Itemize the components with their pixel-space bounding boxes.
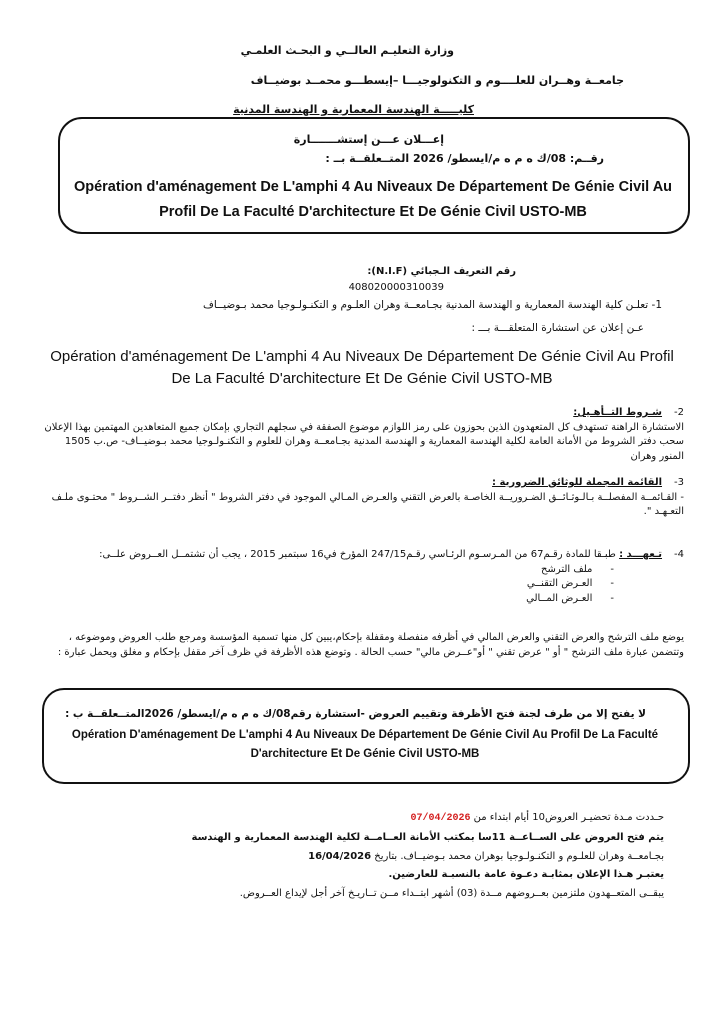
opening-date: 16/04/2026 — [308, 851, 372, 862]
list-item: -العـرض المــالي — [526, 592, 614, 604]
footer-line3 — [64, 849, 664, 865]
section3-title: القائمة المجملة للوثائق الضرورية : — [492, 477, 663, 488]
section4-intro: طبـقا للمادة رقـم67 من المـرسـوم الرئـاسي رقـم247/15 المؤرخ في16 سبتمبر 2015 ، يجب أن تشتمــل العــروض علــى: — [99, 549, 616, 560]
section3-body: - القـائمــة المفصلــة بـالـوثـائــق الضـروريــة الخاصـة بالعرض التقني والعـرض المـالي الموجود في دفتر الشروط " أنظر دفتــر الشــروط " محتـوى ملـف التعـهـد ". — [51, 491, 684, 517]
faculty-heading: كليـــــة الهندسة المعمارية و الهندسة المدنية — [233, 103, 474, 116]
ministry-heading: وزارة التعليـم العالــي و البحـث العلمـي — [240, 44, 454, 57]
section1-text2: عـن إعلان عن استشارة المتعلقـــة بـــ : — [471, 322, 644, 334]
start-date: 07/04/2026 — [410, 813, 471, 824]
envelope-operation: Opération D'aménagement De L'amphi 4 Au Niveaux De Département De Génie Civil Au Profil De La Faculté D'architecture Et De Génie Civil USTO-MB — [71, 729, 659, 760]
section4-title: تـعهـــد : — [619, 549, 663, 560]
announcement-reference: رقــم: 08/ك ه م ه م/ايسطو/ 2026 المتــعلقــة بــ : — [325, 152, 604, 165]
list-item: -ملف الترشح — [540, 563, 614, 575]
section2-body: الاستشارة الراهنة تستهدف كل المتعهدون الذين بحوزون على رمز اللوازم موضوع الصفقة في سجلهم التجاري بإمكان جميع المتعاهدين المهتمين بهذا الإعلان سحب دفتر الشروط من الأمانة العامة لكلية الهندسة المعمارية و الهندسة المدنية بجـامعــة وهران للعلوم و التكنـولـوجيا محمد بـوضيــاف- ص.ب 1505 المنور وهران — [44, 421, 684, 462]
footer-line4: يعتبـر هـذا الإعلان بمثابـة دعـوة عامة بالنسبـة للعارضين. — [388, 869, 664, 880]
prep-period-text: حـددت مـدة تحضيـر العروض10 أيام ابتداء من — [473, 812, 664, 823]
section4-number: 4- — [674, 549, 684, 560]
announcement-title: إعـــلان عـــن إستشـــــــارة — [293, 133, 444, 146]
section1-text: 1- تعلـن كلية الهندسة المعمارية و الهندسة المدنية بجـامعــة وهران العلـوم و التكنـولـوجيا محمد بـوضيــاف — [202, 299, 662, 311]
list-item: -العـرض التقنــي — [526, 578, 614, 589]
section3 — [44, 476, 684, 520]
section2-number: 2- — [674, 407, 684, 418]
nif-value: 408020000310039 — [348, 282, 444, 293]
footer-line2: يتم فتح العروض على الســاعــة 11سا بمكتب الأمانة العــامــة لكلية الهندسة المعمارية و الهندسة — [191, 832, 664, 843]
nif-label: رقم التعريف الـجبائي (N.I.F): — [367, 266, 516, 277]
university-heading: جامعــة وهــران للعلــــوم و التكنولوجيـــا –إيسطـــو محمــد بوضيــاف — [250, 74, 624, 87]
section4-body: يوضع ملف الترشح والعرض التقني والعرض المالي في أظرفه منفصلة ومقفلة بإحكام،يبين كل منها تسمية المؤسسة ومرجع طلب العروض وموضوعه ، وتتضمن عبارة ملف الترشح " أو " عرض تقني " أو"عــرض مالي" حسب الحالة . وتوضع هذه الأظرفة في ظرف آخر مقفل بإحكام و مغلق ويحمل عبارة : — [57, 632, 684, 658]
section2-title: شـروط التــأهـيل: — [573, 407, 663, 418]
section1-operation: Opération d'aménagement De L'amphi 4 Au Niveaux De Département De Génie Civil Au Profil De La Faculté D'architecture Et De Génie Civil USTO-MB — [50, 348, 674, 387]
announcement-operation: Opération d'aménagement De L'amphi 4 Au Niveaux De Département De Génie Civil Au Profil De La Faculté D'architecture Et De Génie Civil USTO-MB — [73, 179, 673, 220]
section4 — [44, 548, 684, 606]
opening-text: بجـامعــة وهران للعلـوم و التكنـولـوجيا بوهران محمد بـوضيــاف. بتاريخ — [374, 851, 664, 862]
section2 — [44, 406, 684, 464]
section3-number: 3- — [674, 477, 684, 488]
section4-list — [44, 563, 684, 607]
footer-line5: يبقــى المتعــهدون ملتزمين بعــروضهم مــدة (03) أشهر ابتــداء مــن تــاريـخ آخر أجل لإيداع العــروض. — [239, 888, 664, 899]
footer-line1 — [64, 810, 664, 827]
envelope-line: لا يفتح إلا من طرف لجنة فتح الأظرفة وتقييم العروض -استشارة رقم08/ك ه م ه م/ايسطو/ 2026المتــعلقــة ب : — [65, 708, 646, 720]
